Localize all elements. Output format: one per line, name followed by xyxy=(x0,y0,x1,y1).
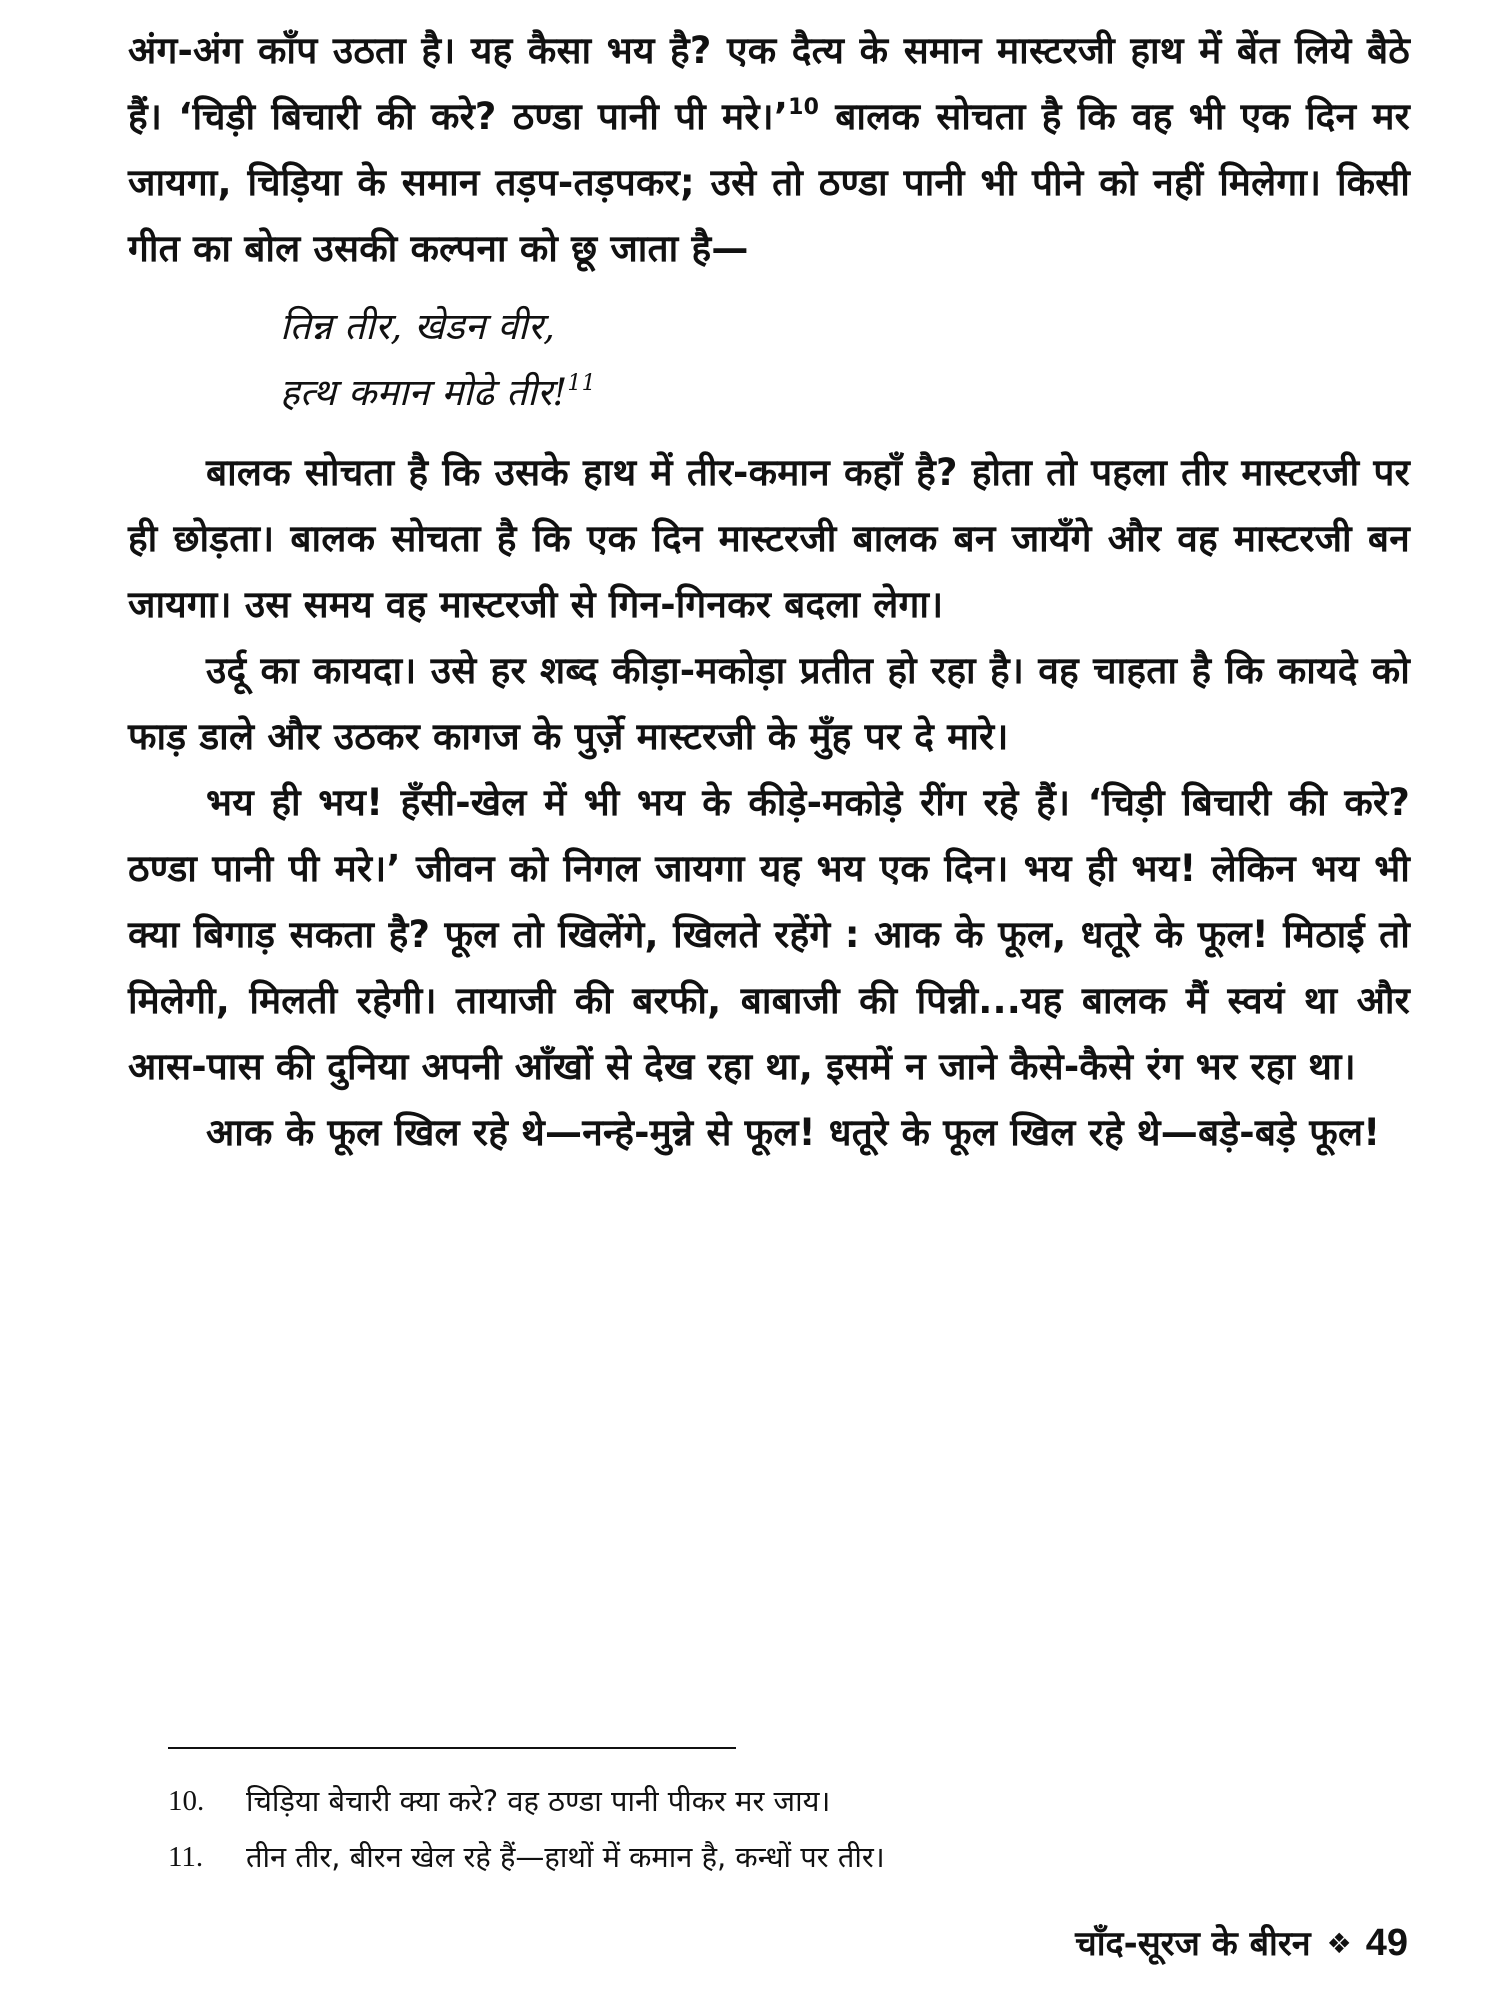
footnote-reference-11: 11 xyxy=(567,370,596,396)
paragraph-text-part: अंग-अंग काँप उठता है। यह कैसा भय है? एक दैत्य के समान मास्टरजी हाथ में बेंत लिये बैठे हैं। ‘चिड़ी बिचारी की करे? ठण्डा पानी पी मरे।’ xyxy=(128,29,1411,138)
verse-line-text: हत्थ कमान मोढे तीर! xyxy=(280,371,568,414)
footnote-item xyxy=(168,1829,1348,1885)
paragraph-bow-and-arrow: बालक सोचता है कि उसके हाथ में तीर-कमान कहाँ है? होता तो पहला तीर मास्टरजी पर ही छोड़ता। बालक सोचता है कि एक दिन मास्टरजी बालक बन जायँगे और वह मास्टरजी बन जायगा। उस समय वह मास्टरजी से गिन-गिनकर बदला लेगा। xyxy=(128,451,1410,626)
verse-line xyxy=(280,360,1410,426)
paragraph-text-part: बालक सोचता है कि वह भी एक दिन मर जायगा, चिड़िया के समान तड़प-तड़पकर; उसे तो ठण्डा पानी भी पीने को नहीं मिलेगा। किसी गीत का बोल उसकी कल्पना को छू जाता है— xyxy=(128,95,1411,270)
page-number: 49 xyxy=(1365,1922,1408,1964)
footnote-reference-10: 10 xyxy=(788,94,820,120)
footnote-number: 10. xyxy=(168,1785,205,1817)
book-title: चाँद-सूरज के बीरन xyxy=(1075,1924,1311,1964)
footnote-number: 11. xyxy=(168,1841,204,1873)
running-footer xyxy=(1075,1923,1408,1966)
paragraph-fear-everywhere: भय ही भय! हँसी-खेल में भी भय के कीड़े-मकोड़े रींग रहे हैं। ‘चिड़ी बिचारी की करे? ठण्डा पानी पी मरे।’ जीवन को निगल जायगा यह भय एक दिन। भय ही भय! लेकिन भय भी क्या बिगाड़ सकता है? फूल तो खिलेंगे, खिलते रहेंगे : आक के फूल, धतूरे के फूल! मिठाई तो मिलेगी, मिलती रहेगी। तायाजी की बरफी, बाबाजी की पिन्नी...यह बालक मैं स्वयं था और आस-पास की दुनिया अपनी आँखों से देख रहा था, इसमें न जाने कैसे-कैसे रंग भर रहा था। xyxy=(128,781,1410,1088)
footnotes xyxy=(168,1773,1348,1885)
verse-quotation xyxy=(280,294,1410,426)
verse-line: तिन्न तीर, खेडन वीर, xyxy=(280,305,556,348)
paragraph-urdu-primer: उर्दू का कायदा। उसे हर शब्द कीड़ा-मकोड़ा प्रतीत हो रहा है। वह चाहता है कि कायदे को फाड़ डाले और उठकर कागज के पुर्ज़े मास्टरजी के मुँह पर दे मारे। xyxy=(128,649,1410,758)
footnote-divider xyxy=(168,1747,736,1749)
footnote-text: चिड़िया बेचारी क्या करे? वह ठण्डा पानी पीकर मर जाय। xyxy=(246,1784,831,1818)
footnote-text: तीन तीर, बीरन खेल रहे हैं—हाथों में कमान है, कन्धों पर तीर। xyxy=(246,1840,885,1874)
diamond-ornament-icon: ❖ xyxy=(1326,1927,1352,1960)
footnote-item xyxy=(168,1773,1348,1829)
paragraph-flowers: आक के फूल खिल रहे थे—नन्हे-मुन्ने से फूल! धतूरे के फूल खिल रहे थे—बड़े-बड़े फूल! xyxy=(206,1111,1381,1154)
main-text xyxy=(128,18,1410,1166)
paragraph-fear-and-teacher xyxy=(128,18,1410,282)
